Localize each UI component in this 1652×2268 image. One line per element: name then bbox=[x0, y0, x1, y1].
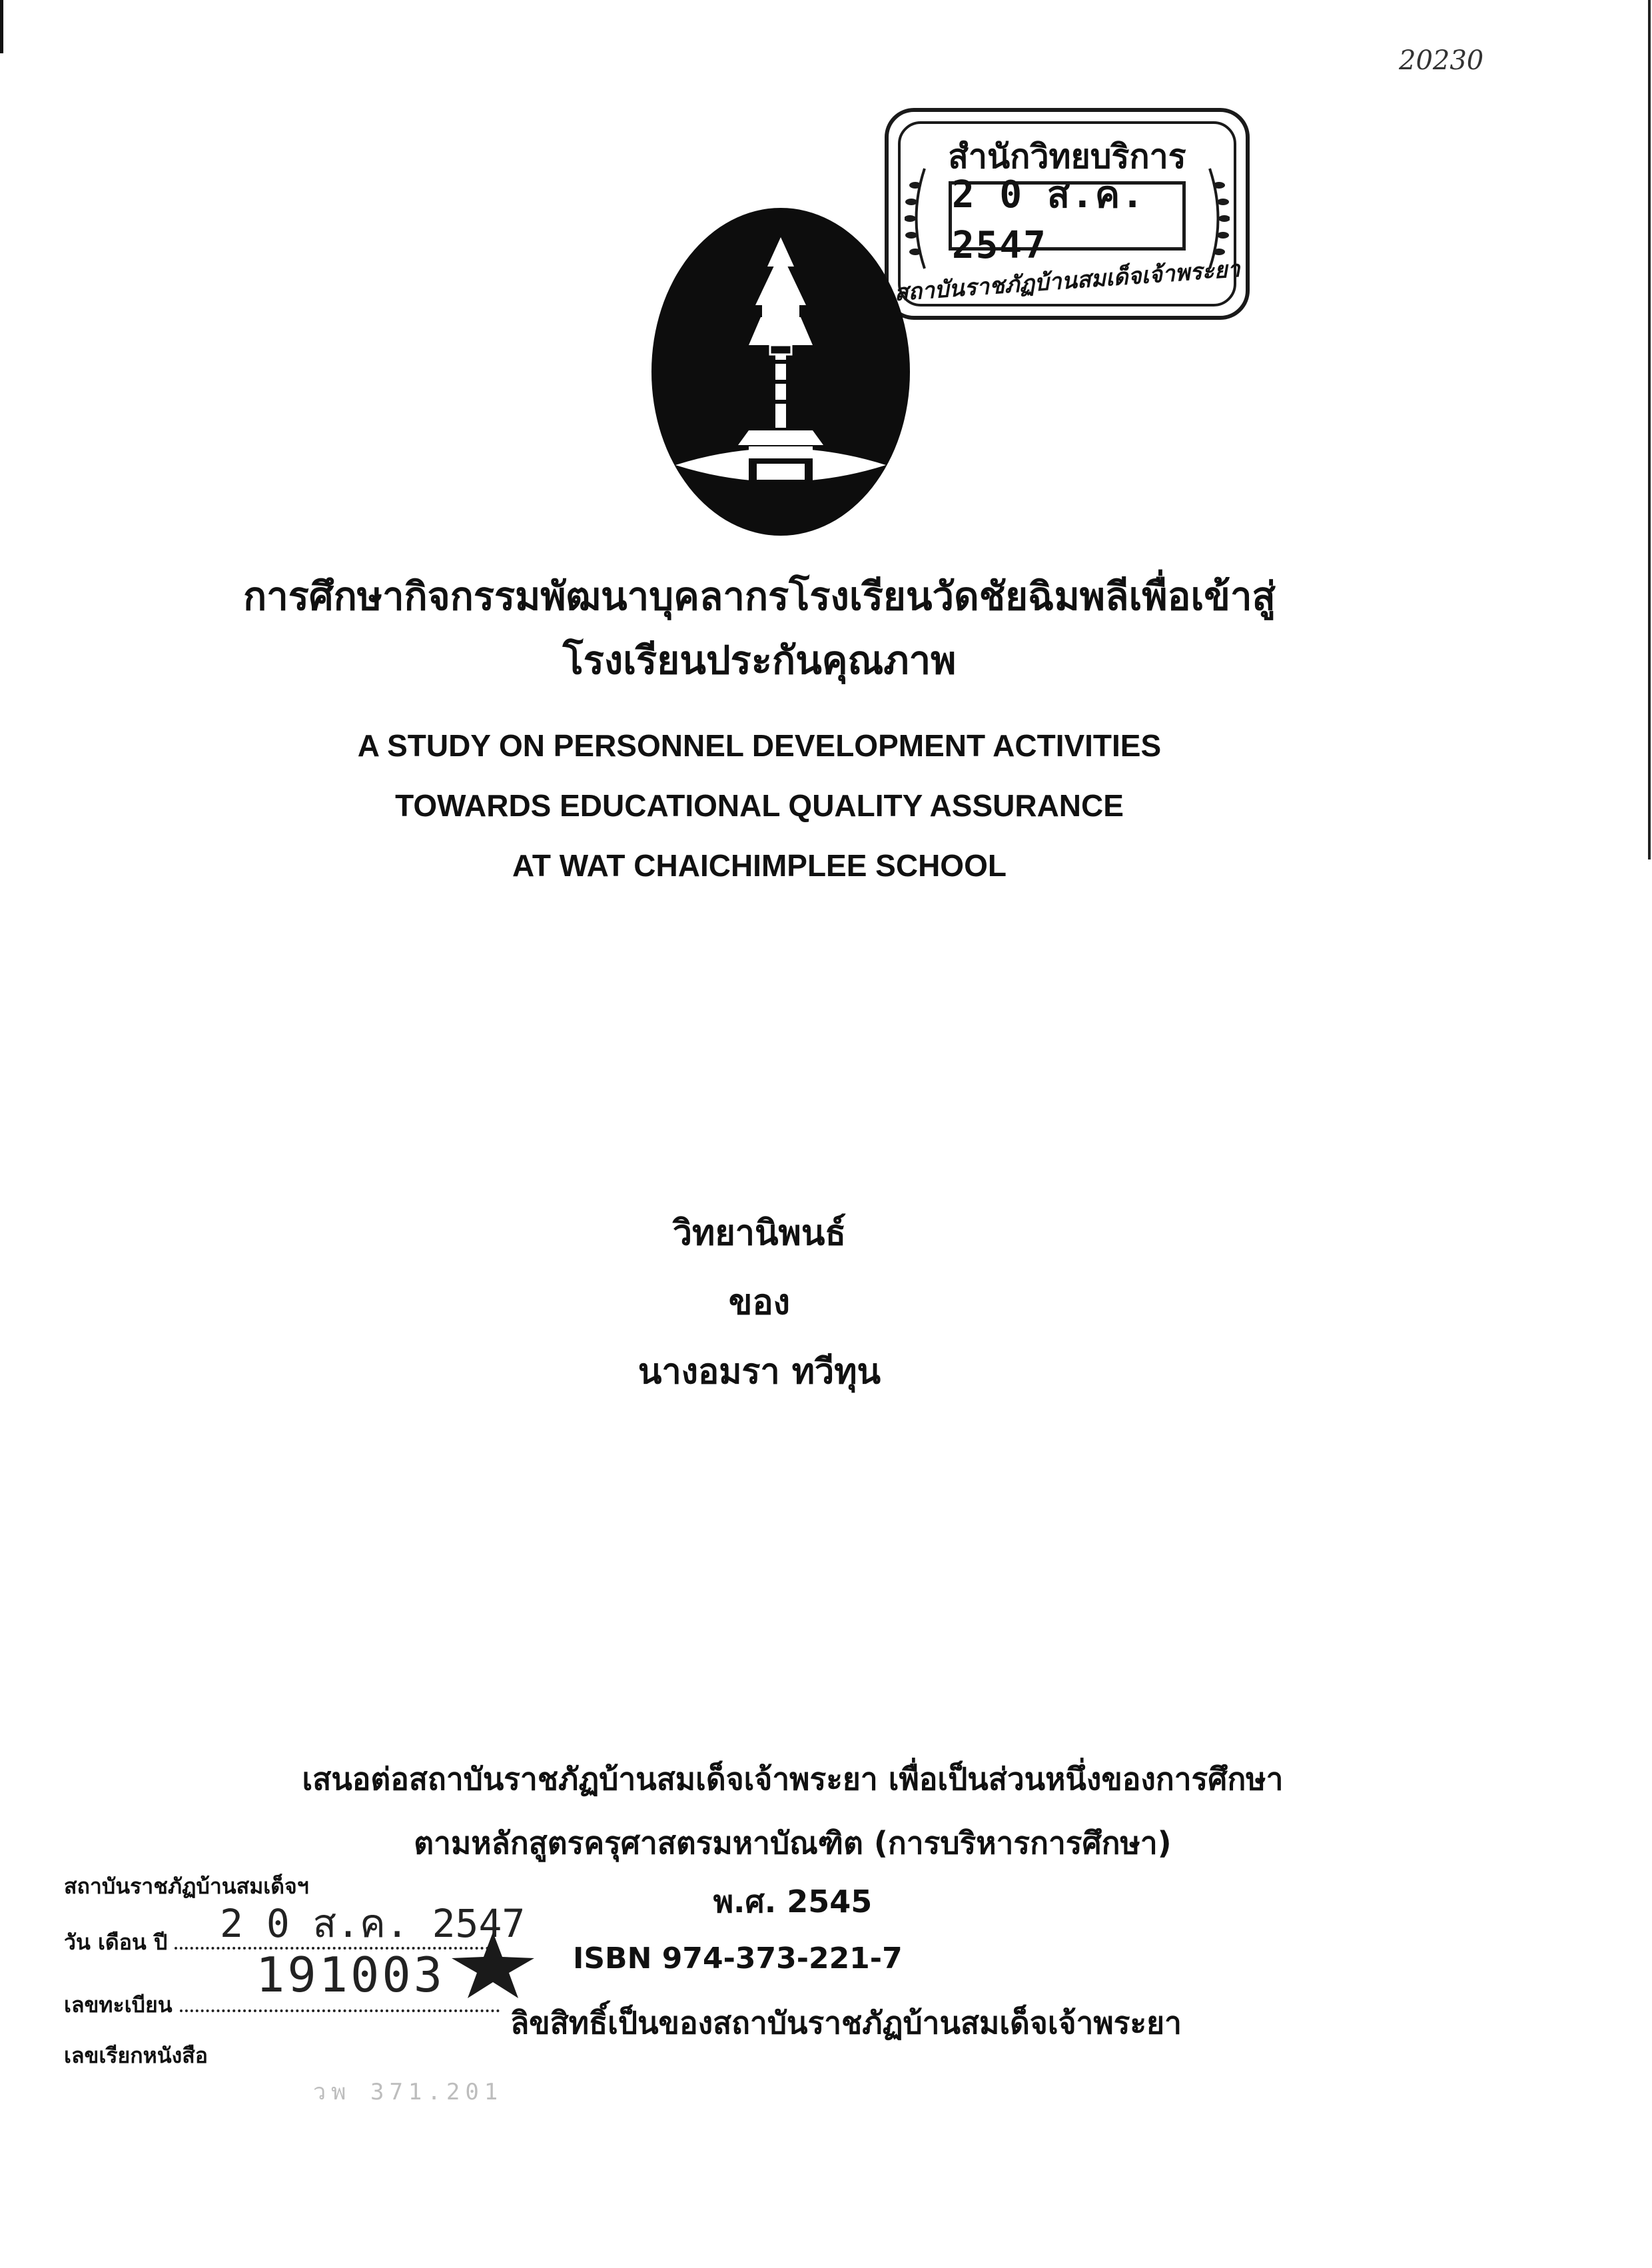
thesis-title-english-line-3: AT WAT CHAICHIMPLEE SCHOOL bbox=[512, 848, 1007, 883]
university-emblem-icon bbox=[649, 205, 913, 538]
copyright-statement: ลิขสิทธิ์เป็นของสถาบันราชภัฏบ้านสมเด็จเจ้าพระยา bbox=[510, 2005, 1182, 2041]
thesis-title-thai-line-1: การศึกษากิจกรรมพัฒนาบุคลากรโรงเรียนวัดชัยฉิมพลีเพื่อเข้าสู่ bbox=[243, 574, 1276, 619]
stamp-institution-name: สถาบันราชภัฏบ้านสมเด็จเจ้าพระยา bbox=[893, 255, 1241, 307]
registration-institution: สถาบันราชภัฏบ้านสมเด็จฯ bbox=[64, 1874, 309, 1899]
thesis-title-thai-line-2: โรงเรียนประกันคุณภาพ bbox=[562, 638, 957, 683]
handwritten-corner-note: 20230 bbox=[1399, 45, 1484, 76]
thesis-title-english-line-2: TOWARDS EDUCATIONAL QUALITY ASSURANCE bbox=[395, 788, 1124, 823]
handwritten-star-mark-icon bbox=[446, 1929, 540, 2002]
thesis-title-english-line-1: A STUDY ON PERSONNEL DEVELOPMENT ACTIVITIES bbox=[357, 728, 1162, 763]
stamp-date: 2 0 ส.ค. 2547 bbox=[949, 181, 1186, 251]
library-received-stamp bbox=[885, 108, 1250, 320]
registration-date-label: วัน เดือน ปี bbox=[64, 1930, 168, 1955]
registration-number-label: เลขทะเบียน bbox=[64, 1992, 173, 2017]
stamp-office-name: สำนักวิทยบริการ bbox=[948, 137, 1186, 176]
scan-edge-right bbox=[1648, 0, 1651, 859]
registration-number-value: 191003 bbox=[256, 1947, 446, 2003]
thesis-label: วิทยานิพนธ์ bbox=[672, 1213, 847, 1253]
registration-date-value: 2 0 ส.ค. 2547 bbox=[220, 1901, 526, 1946]
submission-statement-line-2: ตามหลักสูตรครุศาสตรมหาบัณฑิต (การบริหารการศึกษา) bbox=[414, 1825, 1172, 1861]
isbn-number: ISBN 974-373-221-7 bbox=[573, 1942, 903, 1976]
submission-year: พ.ศ. 2545 bbox=[713, 1884, 873, 1920]
call-number-label: เลขเรียกหนังสือ bbox=[64, 2043, 208, 2068]
registration-number-dotted-line bbox=[180, 2009, 500, 2012]
submission-statement-line-1: เสนอต่อสถาบันราชภัฏบ้านสมเด็จเจ้าพระยา เพื่อเป็นส่วนหนึ่งของการศึกษา bbox=[302, 1761, 1284, 1797]
author-name: นางอมรา ทวีทุน bbox=[637, 1352, 881, 1392]
of-label: ของ bbox=[728, 1283, 791, 1323]
call-number-value: วพ 371.201 bbox=[313, 2079, 504, 2105]
scan-edge-left bbox=[0, 0, 3, 53]
